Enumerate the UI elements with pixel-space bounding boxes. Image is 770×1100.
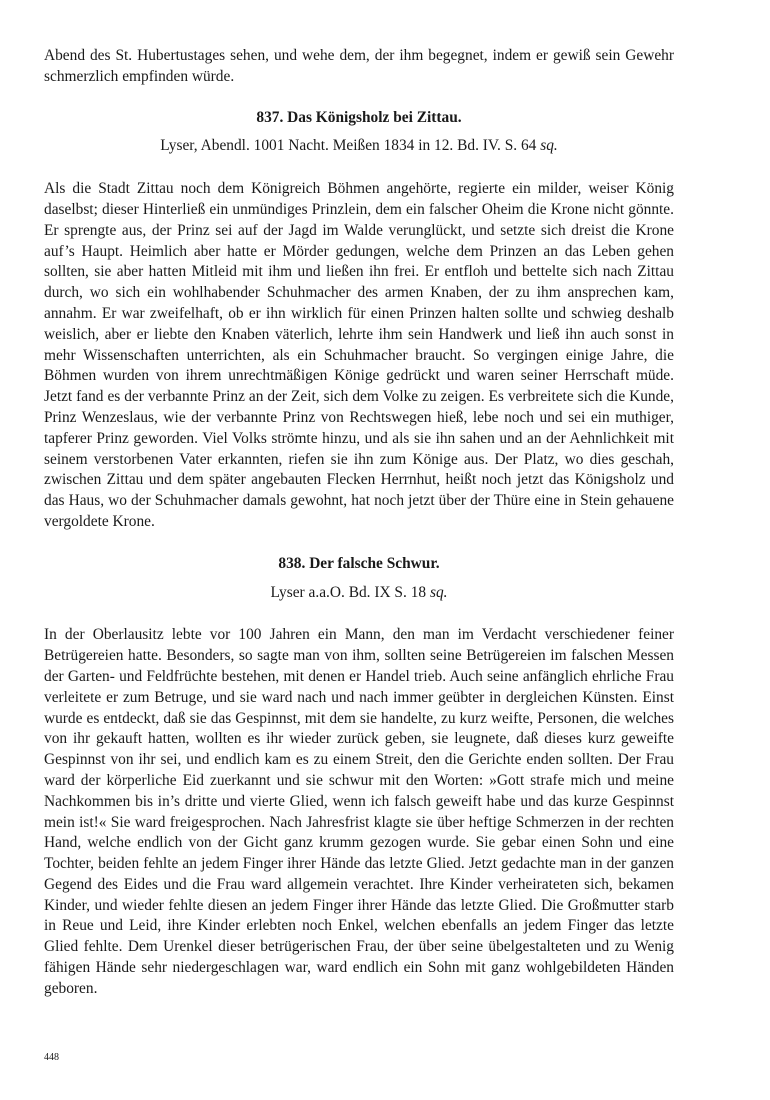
page-number: 448 — [44, 1052, 59, 1063]
body-paragraph-837: Als die Stadt Zittau noch dem Königreich Böhmen angehörte, regierte ein milder, weiser König daselbst; dieser Hinterließ ein unmündiges Prinzlein, dem ein falscher Oheim die Krone nicht gönnte. Er sprengte aus, der Prinz sei auf der Jagd im Walde verunglückt, und setzte sich dreist die Krone auf’s Haupt. Heimlich aber hatte er Mörder gedungen, welche dem Prinzen an das Leben gehen sollten, sie aber hatten Mitleid mit ihm und ließen ihn frei. Er entfloh und bettelte sich nach Zittau durch, wo sich ein wohlhabender Schuhmacher des armen Knaben, der zu ihm ansprechen kam, annahm. Er war zweifelhaft, ob er ihn wirklich für einen Prinzen halten sollte und schwieg deshalb weislich, aber er liebte den Knaben väterlich, lehrte ihm sein Handwerk und ließ ihn auch sonst in mehr Wissenschaften unterrichten, als ein Schuhmacher braucht. So vergingen einige Jahre, die Böhmen wurden von ihrem unrechtmäßigen Könige gedrückt und waren seiner Herrschaft müde. Jetzt fand es der verbannte Prinz an der Zeit, sich dem Volke zu zeigen. Es verbreitete sich die Kunde, Prinz Wenzeslaus, wie der verbannte Prinz von Rechtswegen hieß, lebe noch und sei ein muthiger, tapferer Prinz geworden. Viel Volks strömte hinzu, und als sie ihn sahen und an der Aehnlichkeit mit seinem verstorbenen Vater erkannten, riefen sie ihn zum Könige aus. Der Platz, wo dies geschah, zwischen Zittau und dem später angebauten Flecken Herrnhut, heißt noch jetzt das Königsholz und das Haus, wo der Schuhmacher damals gewohnt, hat noch jetzt über der Thüre eine in Stein gehauene vergoldete Krone. — [44, 180, 674, 530]
source-citation-838 — [44, 583, 674, 604]
document-page — [44, 46, 674, 1000]
source-suffix-838: sq. — [429, 583, 448, 601]
section-heading-837: 837. Das Königsholz bei Zittau. — [256, 108, 462, 126]
intro-paragraph: Abend des St. Hubertustages sehen, und wehe dem, der ihm begegnet, indem er gewiß sein Gewehr schmerzlich empfinden würde. — [44, 47, 674, 85]
section-heading-838: 838. Der falsche Schwur. — [278, 554, 440, 572]
source-citation-837 — [44, 136, 674, 157]
source-text-838: Lyser a.a.O. Bd. IX S. 18 — [270, 583, 427, 601]
body-paragraph-838: In der Oberlausitz lebte vor 100 Jahren ein Mann, den man im Verdacht verschiedener feiner Betrügereien hatte. Besonders, so sagte man von ihm, sollten seine Betrügereien im falschen Messen der Garten- und Feldfrüchte bestehen, mit denen er Handel trieb. Auch seine anfänglich ehrliche Frau verleitete er zum Betruge, und sie ward nach und nach immer geübter in dergleichen Künsten. Einst wurde es entdeckt, daß sie das Gespinnst, mit dem sie handelte, zu kurz weifte, Personen, die welches von ihr gekauft hatten, wollten es ihr wieder zurück geben, sie leugnete, daß dieses kurz geweifte Gespinnst von ihr sei, und endlich kam es zu einem Streit, den die Gerichte enden sollten. Der Frau ward der körperliche Eid zuerkannt und sie schwur mit den Worten: »Gott strafe mich und meine Nachkommen bis in’s dritte und vierte Glied, wenn ich falsch geweift habe und das kurze Gespinnst mein ist!« Sie ward freigesprochen. Nach Jahresfrist klagte sie über heftige Schmerzen in der rechten Hand, welche endlich von der Gicht ganz krumm gezogen wurde. Sie gebar einen Sohn und eine Tochter, beiden fehlte an jedem Finger ihrer Hände das letzte Glied. Jetzt gedachte man in der ganzen Gegend des Eides und die Frau ward allgemein verachtet. Ihre Kinder verheirateten sich, bekamen Kinder, und wieder fehlte diesen an jedem Finger ihrer Hände das letzte Glied. Die Großmutter starb in Reue und Leid, ihre Kinder erlebten noch Enkel, welchen ebenfalls an jedem Finger das letzte Glied fehlte. Dem Urenkel dieser betrügerischen Frau, der über seine übelgestalteten und zu Wenig fähigen Hände sehr niedergeschlagen war, ward endlich ein Sohn mit ganz wohlgebildeten Händen geboren. — [44, 626, 674, 997]
source-text-837: Lyser, Abendl. 1001 Nacht. Meißen 1834 in 12. Bd. IV. S. 64 — [160, 137, 537, 155]
source-suffix-837: sq. — [540, 137, 558, 155]
